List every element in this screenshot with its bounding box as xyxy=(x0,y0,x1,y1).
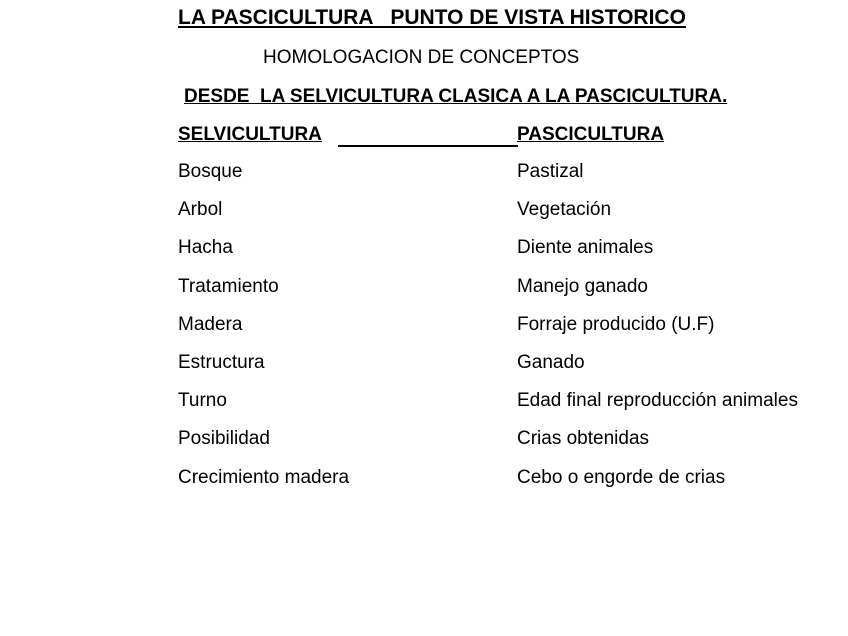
selvicultura-term: Turno xyxy=(178,390,227,412)
pascicultura-term: Ganado xyxy=(517,351,585,373)
table-row xyxy=(178,467,838,505)
selvicultura-term: Estructura xyxy=(178,351,265,373)
selvicultura-term: Posibilidad xyxy=(178,428,270,450)
section-heading: DESDE LA SELVICULTURA CLASICA A LA PASCICULTURA. xyxy=(184,86,728,107)
selvicultura-term: Bosque xyxy=(178,161,243,182)
table-row xyxy=(178,352,838,390)
page-title: LA PASCICULTURA PUNTO DE VISTA HISTORICO xyxy=(178,6,686,29)
concept-table xyxy=(178,161,838,505)
table-row xyxy=(178,390,838,428)
column-header-selvicultura: SELVICULTURA xyxy=(178,124,322,145)
selvicultura-term: Crecimiento madera xyxy=(178,466,350,488)
header-underline-divider xyxy=(338,145,518,147)
table-row xyxy=(178,276,838,314)
selvicultura-term: Hacha xyxy=(178,237,233,259)
pascicultura-term: Cebo o engorde de crias xyxy=(517,466,726,488)
table-row xyxy=(178,237,838,275)
table-row xyxy=(178,428,838,466)
table-row xyxy=(178,199,838,237)
pascicultura-term: Crias obtenidas xyxy=(517,428,650,450)
column-header-pascicultura: PASCICULTURA xyxy=(517,124,665,145)
selvicultura-term: Tratamiento xyxy=(178,275,279,297)
pascicultura-term: Vegetación xyxy=(517,199,612,221)
selvicultura-term: Madera xyxy=(178,313,243,335)
pascicultura-term: Manejo ganado xyxy=(517,275,648,297)
pascicultura-term: Pastizal xyxy=(517,161,584,182)
selvicultura-term: Arbol xyxy=(178,199,223,221)
pascicultura-term: Diente animales xyxy=(517,237,654,259)
pascicultura-term: Edad final reproducción animales xyxy=(517,390,798,412)
page-subtitle: HOMOLOGACION DE CONCEPTOS xyxy=(263,47,580,68)
table-row xyxy=(178,161,838,199)
pascicultura-term: Forraje producido (U.F) xyxy=(517,313,715,335)
table-row xyxy=(178,314,838,352)
